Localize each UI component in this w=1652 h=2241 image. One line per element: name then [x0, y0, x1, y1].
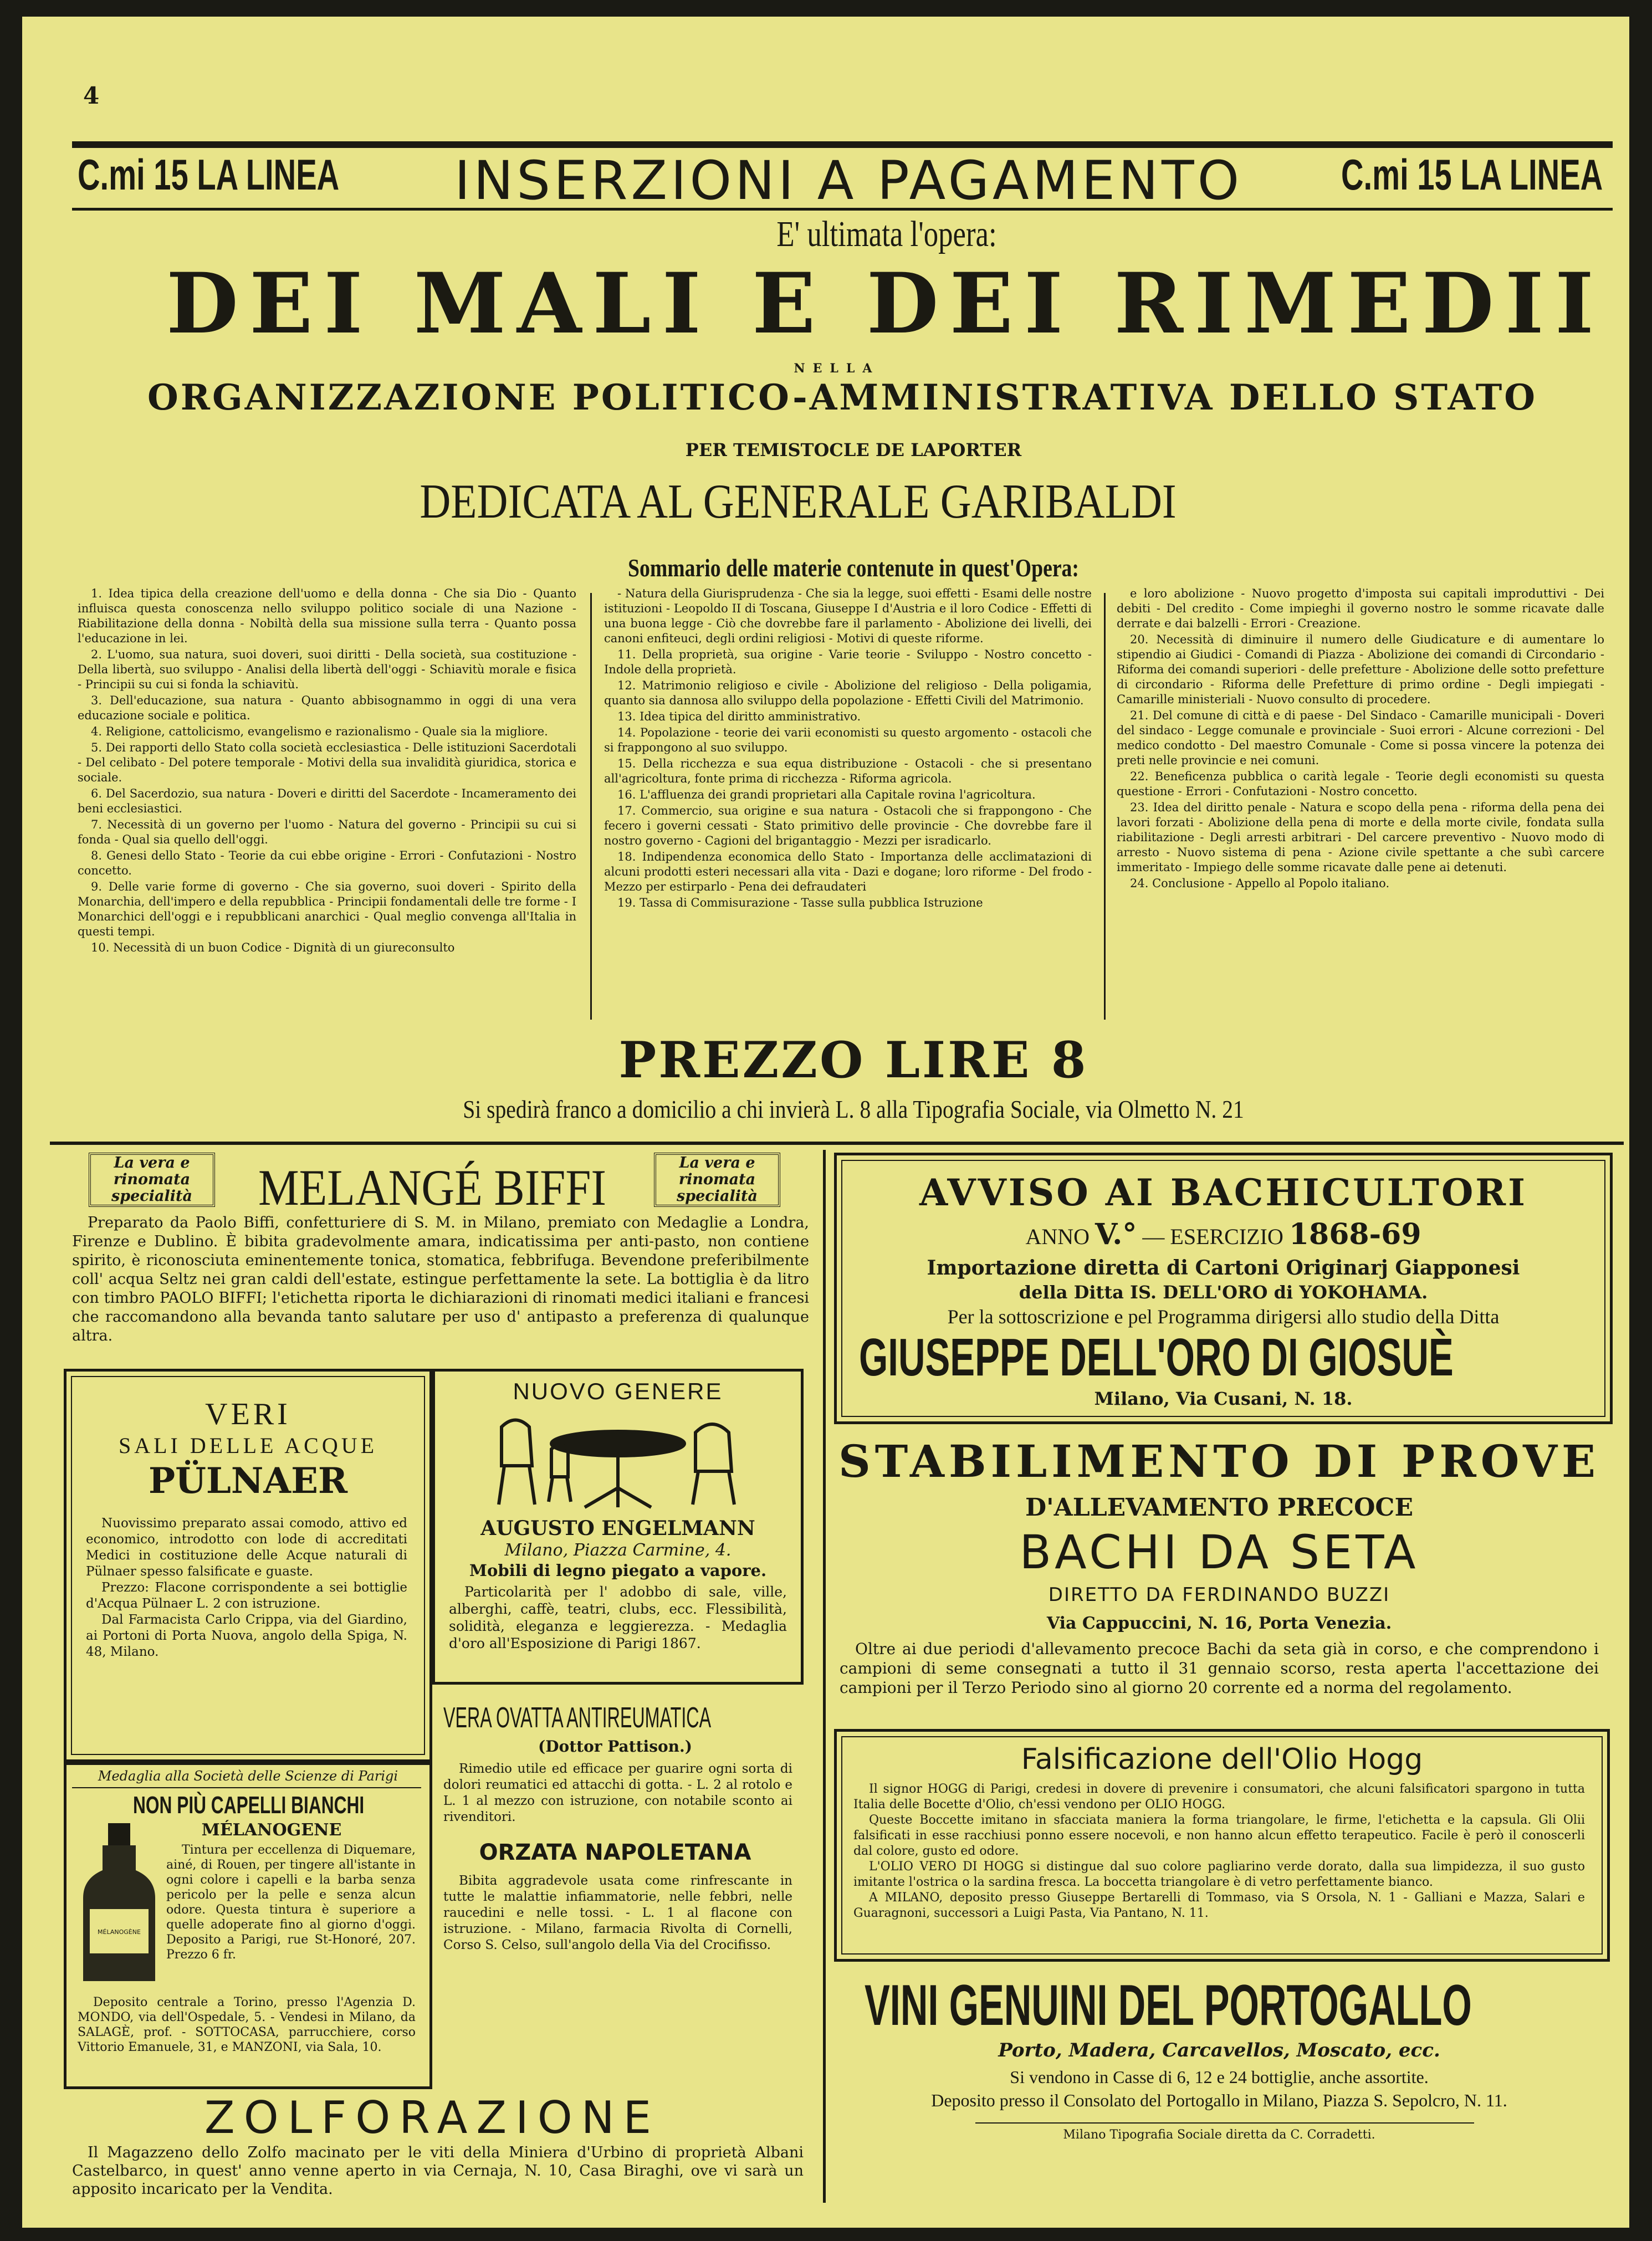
- section-rule: [50, 1142, 1624, 1145]
- stabilimento-address: Via Cappuccini, N. 16, Porta Venezia.: [1046, 1614, 1392, 1633]
- summary-item: 11. Della proprietà, sua origine - Varie teorie - Sviluppo - Nostro concetto - Indole della proprietà.: [604, 648, 1092, 676]
- stabilimento-line2: D'ALLEVAMENTO PRECOCE: [1025, 1493, 1413, 1522]
- bachicultori-firm: GIUSEPPE DELL'ORO DI GIOSUÈ: [859, 1328, 1454, 1387]
- summary-item: 15. Della ricchezza e sua equa distribuzione - Ostacoli - che si presentano all'agricoltura, fonte prima di ricchezza - Riforma agricola.: [604, 757, 1092, 785]
- pulnaer-paragraph: Nuovissimo preparato assai comodo, attivo ed economico, introdotto con lode di accreditati Medici in costituzione delle Acque naturali di Pülnaer spesso falsificate e guaste.: [86, 1516, 407, 1579]
- capelli-medal: Medaglia alla Società delle Scienze di Parigi: [98, 1768, 398, 1784]
- hogg-paragraph: Queste Boccette imitano in sfacciata maniera la forma triangolare, le firme, l'etichetta e la capsula. Gli Olii falsificati in esse racchiusi ponno essere nocevoli, e non hanno alcun effetto terapeutico. Facile è però il conoscerli dal colore, gusto ed odore.: [853, 1813, 1585, 1858]
- summary-item: 3. Dell'educazione, sua natura - Quanto abbisognammo in oggi di una vera educazione sociale e politica.: [78, 694, 576, 722]
- pulnaer-box: [64, 1369, 432, 1762]
- bottle-label: MÉLANOGÈNE: [98, 1928, 141, 1936]
- zolforazione-title: ZOLFORAZIONE: [204, 2092, 661, 2143]
- capelli-subtitle: MÉLANOGENE: [201, 1820, 342, 1840]
- hogg-paragraph: L'OLIO VERO DI HOGG si distingue dal suo colore pagliarino verde dorato, dalla sua limpidezza, il suo gusto imitante l'ostrica o la sardina fresca. La boccetta triangolare è di vetro perfettamente bianco.: [853, 1860, 1585, 1889]
- biffi-tag-left: La vera e rinomata specialità: [89, 1153, 215, 1207]
- hogg-text: [853, 1782, 1585, 1921]
- summary-item: 22. Beneficenza pubblica o carità legale - Teorie degli economisti su questa questione - Errori - Confutazioni - Nostro concetto.: [1117, 770, 1604, 798]
- stabilimento-line3: BACHI DA SETA: [1019, 1525, 1419, 1579]
- vini-line2: Deposito presso il Consolato del Portogallo in Milano, Piazza S. Sepolcro, N. 11.: [931, 2090, 1507, 2110]
- vini-line1: Si vendono in Casse di 6, 12 e 24 bottiglie, anche assortite.: [1010, 2067, 1429, 2087]
- engelmann-paragraph: Particolarità per l' adobbo di sale, ville, alberghi, caffè, teatri, clubs, ecc. Flessibilità, solidità, eleganza e leggierezza. - Medaglia d'oro all'Esposizione di Parigi 1867.: [449, 1584, 787, 1651]
- engelmann-name: AUGUSTO ENGELMANN: [480, 1517, 755, 1540]
- newspaper-page: [22, 17, 1629, 2228]
- engelmann-subtitle: Mobili di legno piegato a vapore.: [469, 1561, 767, 1580]
- pulnaer-line3: PÜLNAER: [148, 1460, 348, 1502]
- column-rule-2: [1104, 593, 1106, 1020]
- capelli-text: [166, 1843, 416, 1962]
- bachicultori-title: AVVISO AI BACHICULTORI: [919, 1171, 1528, 1214]
- zolforazione-paragraph: Il Magazzeno dello Zolfo macinato per le viti della Miniera d'Urbino di proprietà Albani Castelbarco, in quest' anno venne aperto in via Cernaja, N. 10, Casa Biraghi, ove vi sarà un apposito incaricato per la Vendita.: [72, 2144, 804, 2198]
- summary-item: 17. Commercio, sua origine e sua natura - Ostacoli che si frappongono - Che fecero i governi cessati - Stato primitivo delle provincie - Che dovrebbe fare il nostro governo - Cagioni del brigantaggio - Mezzi per isradicarlo.: [604, 804, 1092, 847]
- book-nella: NELLA: [794, 361, 880, 376]
- ovatta-text: [443, 1761, 792, 1825]
- capelli-box: [64, 1762, 432, 2089]
- stabilimento-text: [840, 1639, 1599, 1697]
- pulnaer-paragraph: Prezzo: Flacone corrispondente a sei bottiglie d'Acqua Pülnaer L. 2 con istruzione.: [86, 1580, 407, 1611]
- summary-item: 9. Delle varie forme di governo - Che sia governo, suoi doveri - Spirito della Monarchia, dell'impero e della repubblica - Principii fondamentali delle tre forme - I Monarchici dell'oggi e i repubblicani anarchici - Qual meglio convenga all'Italia in questi tempi.: [78, 880, 576, 938]
- summary-item: 19. Tassa di Commisurazione - Tasse sulla pubblica Istruzione: [617, 896, 983, 909]
- hogg-paragraph: A MILANO, deposito presso Giuseppe Bertarelli di Tommaso, via S Orsola, N. 1 - Galliani e Mazza, Salari e Guaragnoni, successori a Luigi Pasta, Via Pantano, N. 11.: [853, 1891, 1585, 1920]
- engelmann-heading: NUOVO GENERE: [513, 1378, 723, 1404]
- capelli-paragraph-2: Deposito centrale a Torino, presso l'Agenzia D. MONDO, via dell'Ospedale, 5. - Vendesi in Milano, da SALAGÈ, prof. - SOTTOCASA, parrucchiere, corso Vittorio Emanuele, 31, e MANZONI, via Sala, 10.: [78, 1996, 416, 2054]
- book-title: DEI MALI E DEI RIMEDII: [166, 255, 1605, 352]
- hogg-title: Falsificazione dell'Olio Hogg: [1021, 1743, 1423, 1776]
- summary-item: 24. Conclusione - Appello al Popolo italiano.: [1130, 877, 1390, 890]
- engelmann-box: [432, 1369, 804, 1685]
- capelli-title: NON PIÙ CAPELLI BIANCHI: [133, 1792, 365, 1819]
- header-rule-top: [72, 141, 1613, 148]
- pulnaer-line1: VERI: [205, 1397, 291, 1431]
- summary-item: 8. Genesi dello Stato - Teorie da cui ebbe origine - Errori - Confutazioni - Nostro concetto.: [78, 849, 576, 877]
- biffi-paragraph: Preparato da Paolo Biffi, confetturiere di S. M. in Milano, premiato con Medaglie a Londra, Firenze e Dublino. È bibita gradevolmente amara, indicatissima per anti-pasto, non contiene spirito, è riconosciuta eminentemente tonica, stomatica, febbrifuga. Bevendone preferibilmente coll' acqua Seltz nei gran caldi dell'estate, estingue perfettamente la sete. La bottiglia è da litro con timbro PAOLO BIFFI; l'etichetta riporta le dichiarazioni di rinomati medici italiani e francesi che raccomandono alla bevanda tanto salutare per uso d' antipasto a preferenza di qualunque altra.: [72, 1214, 809, 1344]
- engelmann-text: [449, 1583, 787, 1652]
- footer-printer: Milano Tipografia Sociale diretta da C. Corradetti.: [1063, 2128, 1375, 2142]
- header-title: INSERZIONI A PAGAMENTO: [454, 150, 1243, 212]
- bachicultori-line2: della Ditta IS. DELL'ORO di YOKOHAMA.: [1019, 1282, 1428, 1303]
- bachicultori-line1: Importazione diretta di Cartoni Originarj Giapponesi: [927, 1256, 1520, 1280]
- orzata-title: ORZATA NAPOLETANA: [479, 1840, 751, 1865]
- bachicultori-line3: Per la sottoscrizione e pel Programma dirigersi allo studio della Ditta: [947, 1306, 1500, 1328]
- summary-item: e loro abolizione - Nuovo progetto d'imposta sui capitali improduttivi - Dei debiti - Del credito - Come impieghi il governo nostro le somme ricavate dalle derrate e dai balzelli - Errori - Creazione.: [1117, 587, 1604, 630]
- furniture-illustration-icon: [490, 1410, 745, 1510]
- bachicultori-season: 1868-69: [1288, 1217, 1421, 1251]
- bottle-icon: [78, 1820, 161, 1987]
- header-left-price: C.mi 15 LA LINEA: [78, 150, 340, 199]
- pulnaer-text: [86, 1516, 407, 1660]
- summary-item: 16. L'affluenza dei grandi proprietari alla Capitale rovina l'agricoltura.: [617, 788, 1036, 801]
- stabilimento-line4: DIRETTO DA FERDINANDO BUZZI: [1048, 1584, 1390, 1606]
- book-summary-heading: Sommario delle materie contenute in quest'Opera:: [627, 554, 1079, 582]
- summary-item: 4. Religione, cattolicismo, evangelismo e razionalismo - Quale sia la migliore.: [91, 725, 548, 738]
- bachicultori-box: [834, 1153, 1613, 1424]
- bachicultori-year-label: ANNO: [1025, 1224, 1090, 1249]
- summary-item: 7. Necessità di un governo per l'uomo - Natura del governo - Principii su cui si fonda - Qual sia quello dell'oggi.: [78, 818, 576, 846]
- summary-item: - Natura della Giurisprudenza - Che sia la legge, suoi effetti - Esami delle nostre istituzioni - Leopoldo II di Toscana, Giuseppe I d'Austria e il loro Codice - Effetti di una buona legge - Ciò che dovrebbe fare il parlamento - Abolizione dei livelli, dei canoni enfiteuci, degli ordini religiosi - Motivi di queste riforme.: [604, 587, 1092, 645]
- summary-item: 2. L'uomo, sua natura, suoi doveri, suoi diritti - Della società, sua costituzione - Della libertà, suo sviluppo - Analisi della libertà dell'oggi - Schiavitù morale e fisica - Principii su cui si fonda la schiavitù.: [78, 648, 576, 691]
- summary-item: 5. Dei rapporti dello Stato colla società ecclesiastica - Delle istituzioni Sacerdotali - Del celibato - Del potere temporale - Motivi della sua invalidità giuridica, storica e sociale.: [78, 741, 576, 784]
- page-number: 4: [83, 82, 100, 109]
- capelli-paragraph: Tintura per eccellenza di Diquemare, ainé, di Rouen, per tingere all'istante in ogni colore i capelli e la barba senza pericolo per la pelle e senza alcun odore. Questa tintura è superiore a quelle adoperate fino al giorno d'oggi. Deposito a Parigi, rue St-Honoré, 207. Prezzo 6 fr.: [166, 1843, 416, 1962]
- column-rule-1: [590, 593, 592, 1020]
- capelli-rule: [72, 1787, 421, 1788]
- stabilimento-line1: STABILIMENTO DI PROVE: [838, 1435, 1600, 1487]
- book-dedication: DEDICATA AL GENERALE GARIBALDI: [420, 475, 1177, 529]
- capelli-text-2: [78, 1995, 416, 2055]
- summary-item: 18. Indipendenza economica dello Stato - Importanza delle acclimatazioni di alcuni prodotti esteri necessari alla vita - Dazi e dogane; loro riforme - Del frodo - Mezzo per estirparlo - Pena dei defraudateri: [604, 850, 1092, 893]
- biffi-tag-right: La vera e rinomata specialità: [654, 1153, 780, 1207]
- summary-item: 10. Necessità di un buon Codice - Dignità di un giureconsulto: [91, 941, 455, 954]
- ovatta-title: VERA OVATTA ANTIREUMATICA: [443, 1702, 712, 1734]
- biffi-text: [72, 1214, 809, 1345]
- pulnaer-paragraph: Dal Farmacista Carlo Crippa, via del Giardino, ai Portoni di Porta Nuova, angolo della Spiga, N. 48, Milano.: [86, 1613, 407, 1659]
- orzata-paragraph: Bibita aggradevole usata come rinfrescante in tutte le malattie infiammatorie, nelle febbri, nelle raucedini e nelle tossi. - L. 1 al flacone con istruzione. - Milano, farmacia Rivolta di Cornelli, Corso S. Celso, sull'angolo della Via del Crocifisso.: [443, 1874, 792, 1952]
- vini-title: VINI GENUINI DEL PORTOGALLO: [865, 1973, 1472, 2038]
- summary-item: 21. Del comune di città e di paese - Del Sindaco - Camarille municipali - Doveri del sindaco - Legge comunale e provinciale - Suoi errori - Alcune correzioni - Del medico condotto - Del maestro Comunale - Come si possa vincere la potenza dei preti nelle provincie e nei comuni.: [1117, 709, 1604, 767]
- hogg-box: [834, 1729, 1610, 1962]
- stabilimento-paragraph: Oltre ai due periodi d'allevamento precoce Bachi da seta già in corso, e che comprendono i campioni di seme consegnati a tutto il 31 gennaio scorso, resta aperta l'accettazione dei campioni per il Terzo Periodo sino al giorno 20 corrente ed a norma del regolamento.: [840, 1640, 1599, 1697]
- pulnaer-line2: SALI DELLE ACQUE: [118, 1433, 378, 1458]
- book-shipping: Si spedirà franco a domicilio a chi invierà L. 8 alla Tipografia Sociale, via Olmetto N. 21: [463, 1095, 1244, 1123]
- orzata-text: [443, 1873, 792, 1953]
- summary-item: 14. Popolazione - teorie dei varii economisti su questo argomento - ostacoli che si frappongono al suo sviluppo.: [604, 726, 1092, 754]
- hogg-paragraph: Il signor HOGG di Parigi, credesi in dovere di prevenire i consumatori, che alcuni falsificatori spargono in tutta Italia delle Bocette d'Olio, ch'essi vendono per OLIO HOGG.: [853, 1782, 1585, 1812]
- center-rule: [823, 1150, 826, 2203]
- summary-item: 20. Necessità di diminuire il numero delle Giudicature e di aumentare lo stipendio ai Giudici - Comandi di Piazza - Abolizione dei comandi di Circondario - Riforma dei comandi superiori - delle prefetture - Abolizione delle sotto prefetture di circondario - Riforma delle Prefetture di primo ordine - Degli impiegati - Camarille ministeriali - Nuovo consulto di procedere.: [1117, 633, 1604, 706]
- biffi-title: MELANGÉ BIFFI: [258, 1159, 606, 1216]
- ovatta-subtitle: (Dottor Pattison.): [538, 1737, 692, 1756]
- book-subtitle: ORGANIZZAZIONE POLITICO-AMMINISTRATIVA DELLO STATO: [147, 377, 1537, 418]
- ovatta-paragraph: Rimedio utile ed efficace per guarire ogni sorta di dolori reumatici ed attacchi di gotta. - L. 2 al rotolo e L. 1 al mezzo con istruzione, con notabile sconto ai rivenditori.: [443, 1762, 792, 1824]
- book-intro: E' ultimata l'opera:: [776, 214, 997, 254]
- vini-rule: [975, 2122, 1474, 2124]
- bachicultori-year: V.°: [1095, 1217, 1137, 1251]
- bachicultori-year-line: [837, 1217, 1610, 1251]
- summary-column-2: [604, 586, 1092, 1035]
- book-price: PREZZO LIRE 8: [618, 1031, 1088, 1089]
- engelmann-address: Milano, Piazza Carmine, 4.: [504, 1541, 732, 1560]
- header-right-price: C.mi 15 LA LINEA: [1341, 150, 1603, 199]
- vini-subtitle: Porto, Madera, Carcavellos, Moscato, ecc.: [998, 2039, 1440, 2061]
- summary-item: 6. Del Sacerdozio, sua natura - Doveri e diritti del Sacerdote - Incameramento dei beni ecclesiastici.: [78, 787, 576, 815]
- zolforazione-text: [72, 2143, 804, 2198]
- summary-item: 12. Matrimonio religioso e civile - Abolizione del religioso - Della poligamia, quanto sia dannosa allo sviluppo della popolazione - Effetti Civili del Matrimonio.: [604, 679, 1092, 707]
- summary-column-3: [1117, 586, 1604, 1035]
- summary-item: 1. Idea tipica della creazione dell'uomo e della donna - Che sia Dio - Quanto influisca questa conoscenza nello sviluppo politico sociale di una Nazione - Riabilitazione della donna - Nobiltà della sua missione sulla terra - Quanto possa l'educazione in lei.: [78, 587, 576, 645]
- summary-item: 23. Idea del diritto penale - Natura e scopo della pena - riforma della pena dei lavori forzati - Abolizione della pena di morte e della morte civile, fondata sulla riabilitazione - Degli arresti arbitrari - Del carcere preventivo - Nuovo modo di arresto - Nuovo sistema di pena - Azione civile spettante a che subì carcere immeritato - Impiego delle somme ricavate dalle pene ai detenuti.: [1117, 801, 1604, 874]
- summary-column-1: [78, 586, 576, 1035]
- bachicultori-season-label: — ESERCIZIO: [1142, 1224, 1283, 1249]
- summary-item: 13. Idea tipica del diritto amministrativo.: [617, 710, 861, 723]
- bachicultori-address: Milano, Via Cusani, N. 18.: [1094, 1388, 1353, 1409]
- book-author: PER TEMISTOCLE DE LAPORTER: [685, 439, 1022, 461]
